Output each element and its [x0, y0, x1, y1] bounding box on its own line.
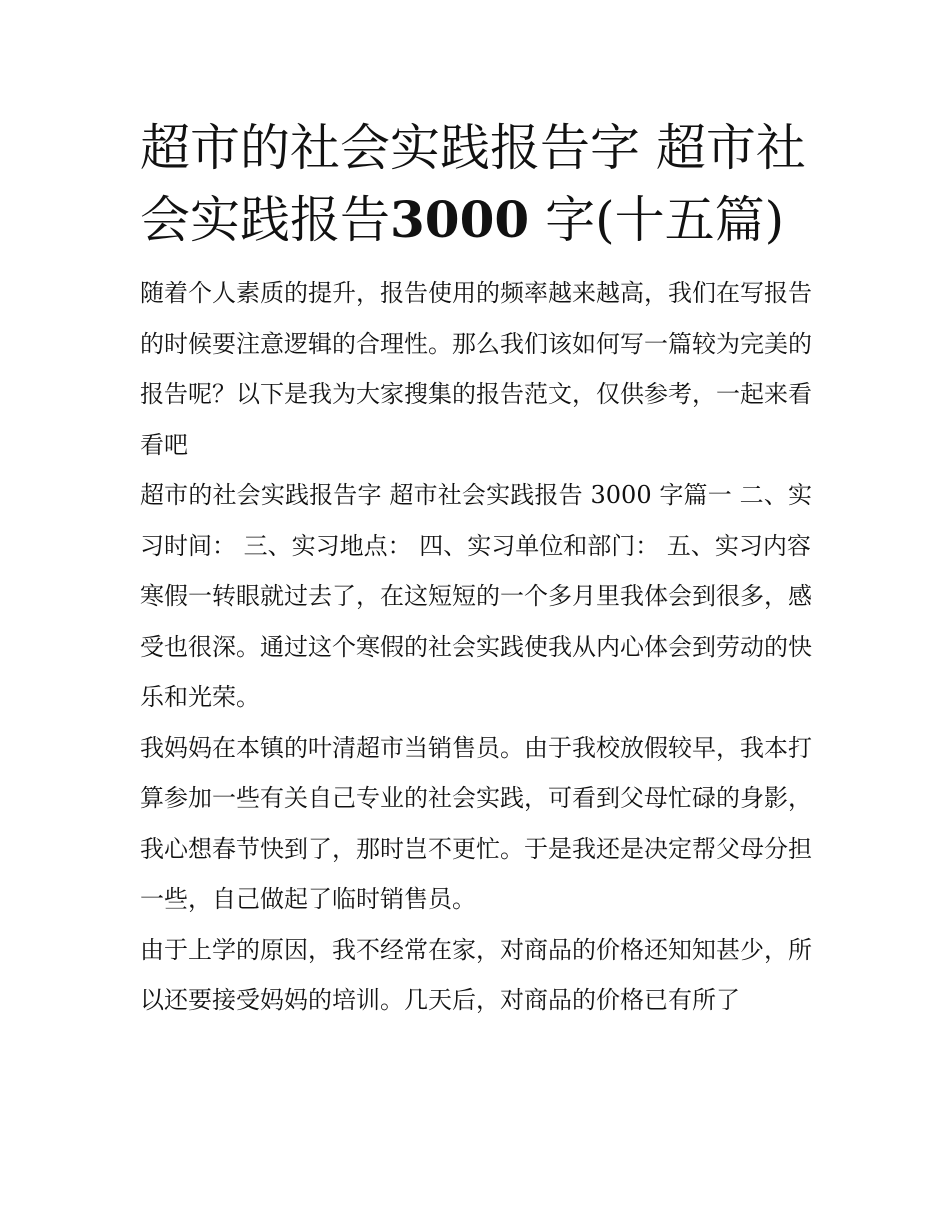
paragraph-intro: 随着个人素质的提升，报告使用的频率越来越高，我们在写报告的时候要注意逻辑的合理性。那么我们该如何写一篇较为完美的报告呢？以下是我为大家搜集的报告范文，仅供参考，一起来看看吧: [140, 279, 812, 459]
paragraph-winter-vacation: 寒假一转眼就过去了，在这短短的一个多月里我体会到很多，感受也很深。通过这个寒假的社会实践使我从内心体会到劳动的快乐和光荣。: [140, 582, 812, 711]
title-text-1: 超市的社会实践报告字 超市社会实践报告: [140, 119, 806, 249]
paragraph-section-heading: 超市的社会实践报告字 超市社会实践报告 3000 字篇一 二、实习时间： 三、实习地点： 四、实习单位和部门： 五、实习内容: [140, 481, 812, 560]
document-page: [140, 112, 812, 1026]
paragraph-training: 由于上学的原因，我不经常在家，对商品的价格还知知甚少，所以还要接受妈妈的培训。几天后，对商品的价格已有所了: [140, 935, 812, 1014]
paragraph-mother-supermarket: 我妈妈在本镇的叶清超市当销售员。由于我校放假较早，我本打算参加一些有关自己专业的社会实践，可看到父母忙碌的身影，我心想春节快到了，那时岂不更忙。于是我还是决定帮父母分担一些，自己做起了临时销售员。: [140, 733, 812, 913]
document-title: [140, 112, 812, 256]
title-number: 3000: [390, 190, 530, 249]
title-text-2: 字(十五篇): [529, 191, 785, 249]
